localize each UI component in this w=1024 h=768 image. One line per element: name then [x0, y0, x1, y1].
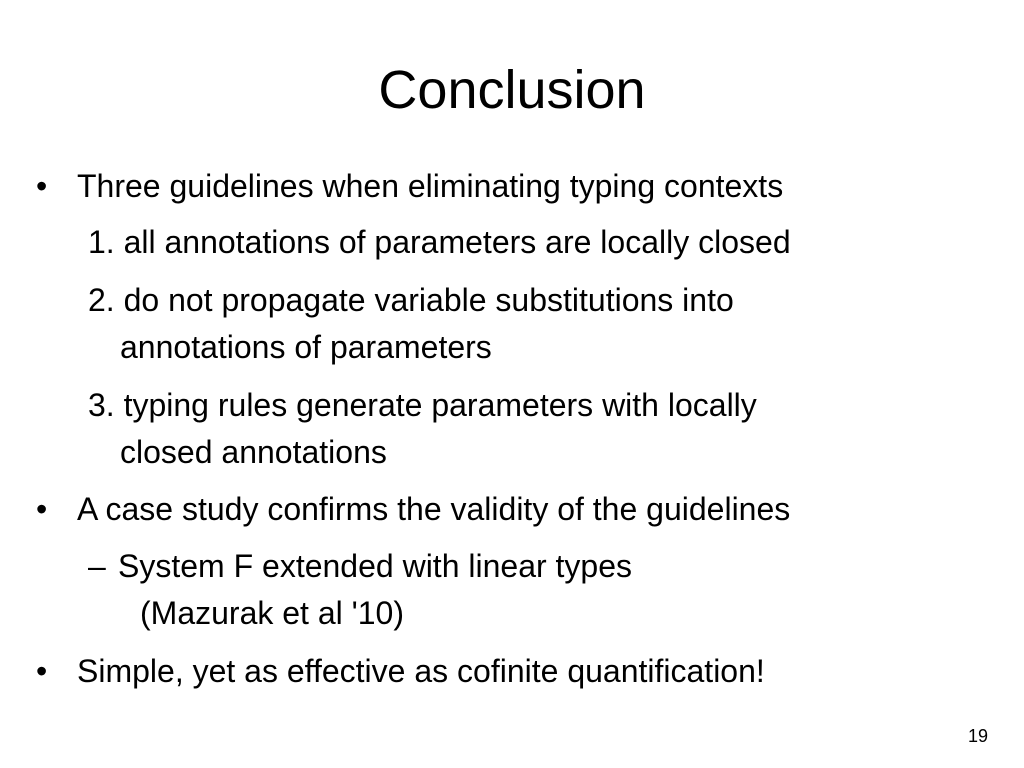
sub-bullet-text: System F extended with linear types [118, 548, 633, 584]
bullet-text: Simple, yet as effective as cofinite quantification! [77, 653, 765, 689]
guideline-item: 3. typing rules generate parameters with locally [88, 387, 757, 423]
slide-title: Conclusion [378, 60, 646, 120]
guideline-item-continuation: closed annotations [120, 434, 387, 470]
bullet-icon: • [36, 491, 48, 527]
sub-bullet-continuation: (Mazurak et al '10) [140, 595, 404, 631]
page-number: 19 [967, 726, 988, 746]
bullet-icon: • [36, 653, 48, 689]
bullet-text: Three guidelines when eliminating typing contexts [77, 168, 784, 204]
bullet-icon: • [36, 168, 48, 204]
bullet-text: A case study confirms the validity of the guidelines [77, 491, 791, 527]
dash-icon: – [88, 548, 106, 584]
guideline-item: 2. do not propagate variable substitutions into [88, 282, 734, 318]
guideline-item: 1. all annotations of parameters are locally closed [88, 224, 791, 260]
guideline-item-continuation: annotations of parameters [120, 329, 492, 365]
